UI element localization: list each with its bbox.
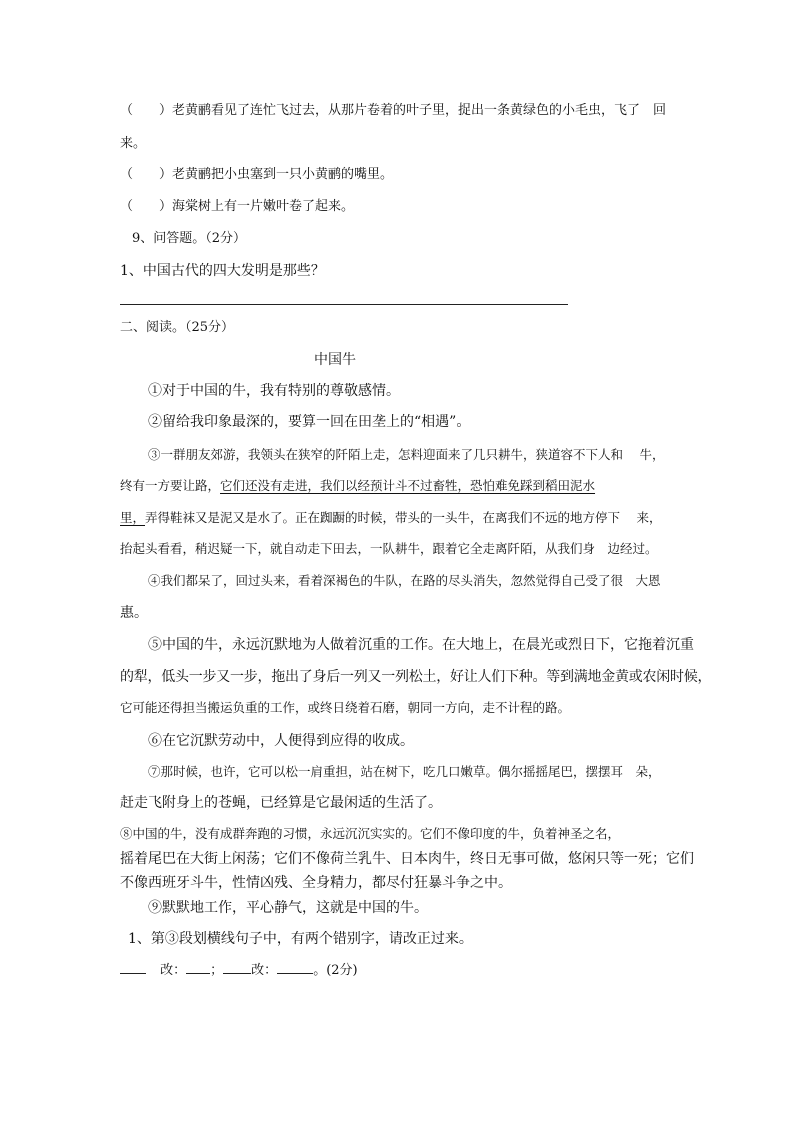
correction-label-1: 改： xyxy=(160,963,187,978)
paragraph-8-line-1: ⑧中国的牛，没有成群奔跑的习惯，永远沉沉实实的。它们不像印度的牛，负着神圣之名， xyxy=(120,826,621,841)
paragraph-3-line-4: 抬起头看看，稍迟疑一下，就自动走下田去，一队耕牛，跟着它全走离阡陌，从我们身 边经过。 xyxy=(120,541,658,556)
underlined-sentence-part-2: 里， xyxy=(120,510,146,525)
wrong-char-blank-2[interactable] xyxy=(223,972,251,974)
order-item-1-line-2: 来。 xyxy=(120,136,147,151)
paragraph-6: ⑥在它沉默劳动中，人便得到应得的收成。 xyxy=(148,733,414,749)
paragraph-9: ⑨默默地工作，平心静气，这就是中国的牛。 xyxy=(148,900,428,916)
paragraph-4-line-1: ④我们都呆了，回过头来，看着深褐色的牛队，在路的尽头消失，忽然觉得自己受了很 大恩 xyxy=(148,573,661,588)
order-item-3: （ ）海棠树上有一片嫩叶卷了起来。 xyxy=(120,199,355,214)
paragraph-5-line-2: 的犁，低头一步又一步，拖出了身后一列又一列松土，好让人们下种。等到满地金黄或农闲时候， xyxy=(120,669,712,685)
q9-question: 1、中国古代的四大发明是那些？ xyxy=(120,263,325,279)
underlined-sentence-part-1: 它们还没有走进，我们以经预计斗不过畜牲，恐怕难免踩到稻田泥水 xyxy=(220,478,596,493)
paragraph-3-line-2-plain: 终有一方要让路， xyxy=(120,478,221,493)
paragraph-1: ①对于中国的牛，我有特别的尊敬感情。 xyxy=(148,383,400,399)
passage-title: 中国牛 xyxy=(314,352,356,368)
paragraph-2: ②留给我印象最深的，要算一回在田垄上的“相遇”。 xyxy=(148,414,471,430)
correction-blank-1[interactable] xyxy=(186,972,210,974)
paragraph-3-line-1: ③一群朋友郊游，我领头在狭窄的阡陌上走，怎料迎面来了几只耕牛，狭道容不下人和 牛， xyxy=(148,447,665,462)
order-item-2: （ ）老黄鹂把小虫塞到一只小黄鹂的嘴里。 xyxy=(120,167,394,182)
section-2-heading: 二、阅读。（25分） xyxy=(120,320,235,335)
paragraph-7-line-1: ⑦那时候，也许，它可以松一肩重担，站在树下，吃几口嫩草。偶尔摇摇尾巴，摆摆耳 朵， xyxy=(148,764,661,779)
paragraph-3-line-2 xyxy=(120,480,595,493)
paragraph-3-line-3-plain: 弄得鞋袜又是泥又是水了。正在踟蹰的时候，带头的一头牛，在离我们不远的地方停下 来， xyxy=(145,510,662,525)
answer-line[interactable] xyxy=(120,304,568,305)
paragraph-4-line-2: 惠。 xyxy=(120,605,148,621)
order-item-1-line-1: （ ）老黄鹂看见了连忙飞过去，从那片卷着的叶子里，捉出一条黄绿色的小毛虫，飞了 回 xyxy=(120,103,667,118)
paragraph-7-line-2: 赶走飞附身上的苍蝇，已经算是它最闲适的生活了。 xyxy=(120,795,442,811)
question-1-answer-row xyxy=(120,964,358,977)
paragraph-8-line-2: 摇着尾巴在大街上闲荡；它们不像荷兰乳牛、日本肉牛，终日无事可做，悠闲只等一死；它们 xyxy=(120,851,694,867)
paragraph-5-line-3: 它可能还得担当搬运负重的工作，或终日绕着石磨，朝同一方向，走不计程的路。 xyxy=(120,700,571,715)
wrong-char-blank-1[interactable] xyxy=(120,972,146,974)
correction-label-2: 改： xyxy=(251,963,278,978)
score-note: 。(2分) xyxy=(313,963,358,978)
q9-heading: 9、问答题。（2分） xyxy=(132,231,247,246)
paragraph-8-line-3: 不像西班牙斗牛，性情凶残、全身精力，都尽付狂暴斗争之中。 xyxy=(120,875,512,891)
correction-blank-2[interactable] xyxy=(277,972,313,974)
question-1: 1、第③段划横线句子中，有两个错别字，请改正过来。 xyxy=(128,931,473,947)
paragraph-5-line-1: ⑤中国的牛，永远沉默地为人做着沉重的工作。在大地上，在晨光或烈日下，它拖着沉重 xyxy=(148,637,694,653)
paragraph-3-line-3 xyxy=(120,512,662,525)
separator: ； xyxy=(210,963,224,978)
